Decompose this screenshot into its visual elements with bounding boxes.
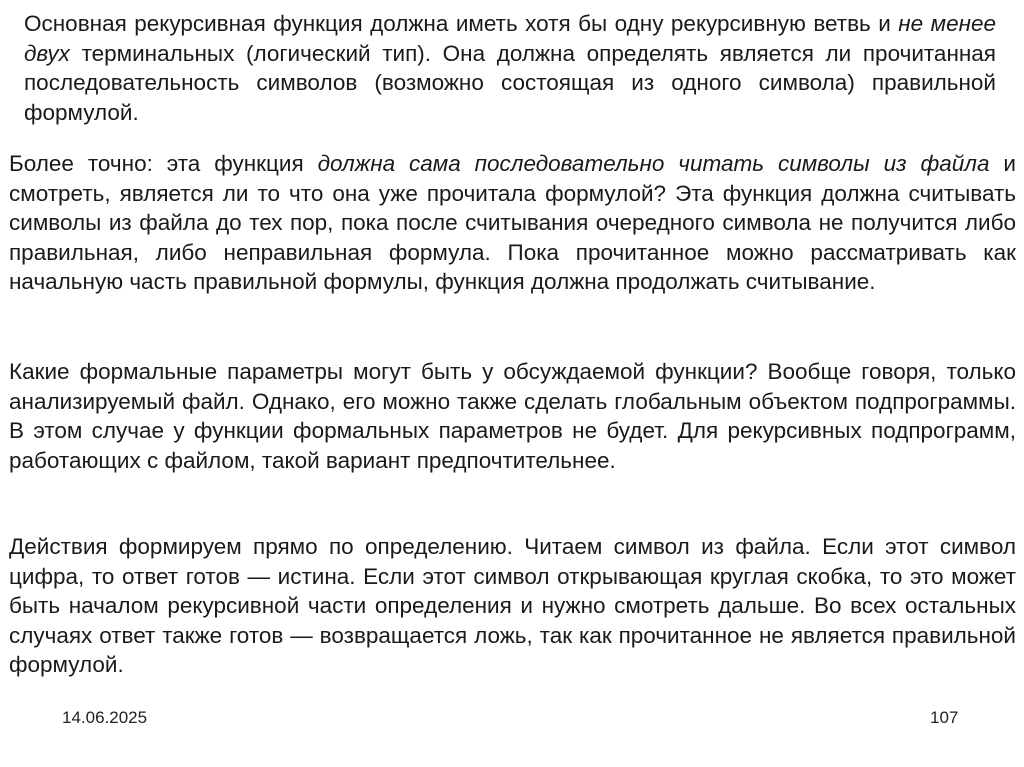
footer-date: 14.06.2025 (62, 708, 148, 727)
paragraph-actions: Действия формируем прямо по определению. Читаем символ из файла. Если этот символ цифра, то ответ готов — истина. Если этот символ открывающая круглая скобка, то это может быть началом рекурсивной части определения и нужно смотреть дальше. Во всех остальных случаях ответ также готов — возвращается ложь, так как прочитанное не является правильной формулой. (9, 534, 1016, 677)
paragraph-recursive-function (24, 9, 1003, 127)
paragraph-formal-parameters: Какие формальные параметры могут быть у обсуждаемой функции? Вообще говоря, только анализируемый файл. Однако, его можно также сделать глобальным объектом подпрограммы. В этом случае у функции формальных параметров не будет. Для рекурсивных подпрограмм, работающих с файлом, такой вариант предпочтительнее. (9, 359, 1016, 473)
p1-text-b: терминальных (логический тип). Она должна определять является ли прочитанная последовательность символов (возможно состоящая из одного символа) правильной формулой. (24, 40, 1003, 125)
paragraph-more-precisely (9, 149, 1023, 297)
page-number: 107 (930, 708, 959, 727)
p1-italic-emphasis: не менее двух (24, 11, 1003, 66)
p2-italic-emphasis: должна сама последовательно читать символы из файла (317, 151, 990, 176)
p2-text-a: Более точно: эта функция (9, 151, 318, 176)
p1-text-a: Основная рекурсивная функция должна иметь хотя бы одну рекурсивную ветвь и (24, 11, 899, 36)
p2-text-b: и смотреть, является ли то что она уже прочитала формулой? Эта функция должна считывать символы из файла до тех пор, пока после считывания очередного символа не получится либо правильная, либо неправильная формула. Пока прочитанное можно рассматривать как начальную часть правильной формулы, функция должна продолжать считывание. (9, 151, 1023, 294)
